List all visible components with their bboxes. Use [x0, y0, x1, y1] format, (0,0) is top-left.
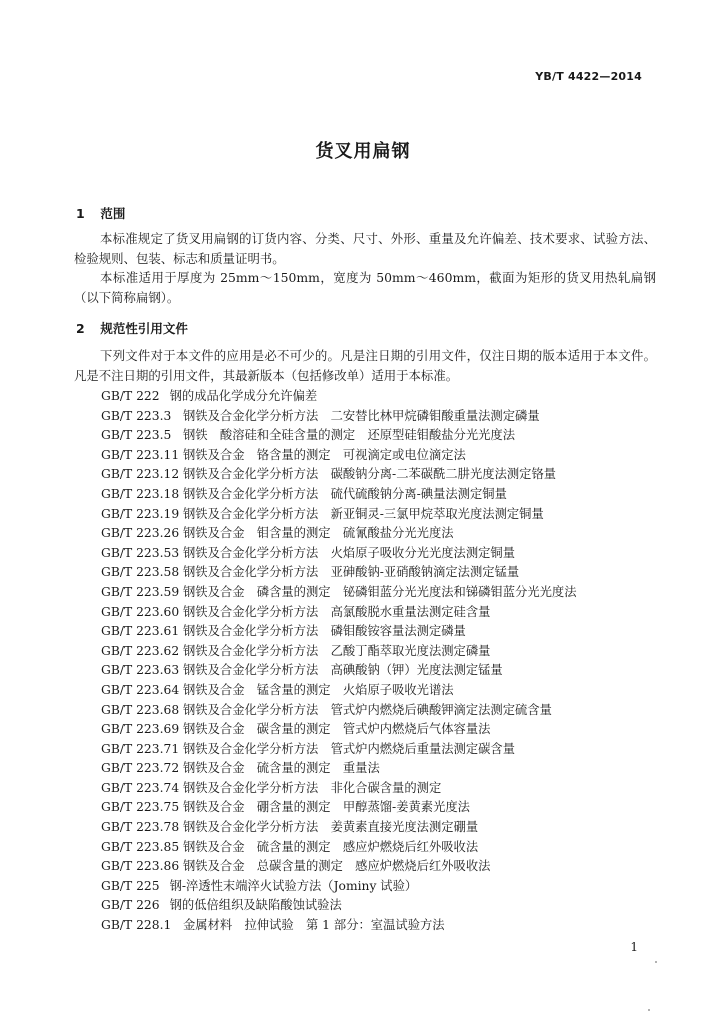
scope-paragraph-1: 本标准规定了货叉用扁钢的订货内容、分类、尺寸、外形、重量及允许偏差、技术要求、试验方法、检验规则、包装、标志和质量证明书。: [74, 231, 656, 266]
reference-title: 钢铁及合金化学分析方法 火焰原子吸收分光光度法测定铜量: [183, 545, 516, 560]
page-number: 1: [630, 940, 638, 954]
reference-title: 钢的低倍组织及缺陷酸蚀试验法: [169, 898, 342, 913]
reference-title: 钢铁及合金 硼含量的测定 甲醇蒸馏-姜黄素光度法: [183, 800, 470, 815]
reference-item: [101, 407, 577, 427]
reference-title: 钢铁及合金 磷含量的测定 铋磷钼蓝分光光度法和锑磷钼蓝分光光度法: [183, 584, 577, 599]
reference-item: [101, 622, 577, 642]
reference-item: [101, 720, 577, 740]
reference-item: [101, 857, 577, 877]
reference-item: [101, 661, 577, 681]
reference-item: [101, 701, 577, 721]
document-title: 货叉用扁钢: [315, 141, 411, 162]
reference-code: GB/T 223.71: [101, 741, 180, 756]
reference-code: GB/T 226: [101, 898, 160, 913]
reference-code: GB/T 223.74: [101, 780, 180, 795]
reference-code: GB/T 223.85: [101, 839, 180, 854]
section-number: 2: [76, 321, 85, 336]
reference-title: 钢铁及合金化学分析方法 亚砷酸钠-亚硝酸钠滴定法测定锰量: [183, 565, 520, 580]
reference-title: 钢铁及合金化学分析方法 高碘酸钠（钾）光度法测定锰量: [183, 663, 503, 678]
reference-item: [101, 896, 577, 916]
reference-code: GB/T 223.68: [101, 702, 180, 717]
reference-title: 钢铁及合金 铬含量的测定 可视滴定或电位滴定法: [183, 447, 466, 462]
references-intro: 下列文件对于本文件的应用是必不可少的。凡是注日期的引用文件，仅注日期的版本适用于本文件。凡是不注日期的引用文件，其最新版本（包括修改单）适用于本标准。: [74, 348, 656, 383]
reference-title: 钢铁及合金化学分析方法 高氯酸脱水重量法测定硅含量: [183, 604, 491, 619]
reference-title: 钢铁 酸溶硅和全硅含量的测定 还原型硅钼酸盐分光光度法: [183, 428, 516, 443]
reference-title: 钢铁及合金 硫含量的测定 感应炉燃烧后红外吸收法: [183, 839, 479, 854]
reference-item: [101, 426, 577, 446]
reference-code: GB/T 223.72: [101, 761, 180, 776]
reference-code: GB/T 223.59: [101, 584, 180, 599]
reference-item: [101, 583, 577, 603]
reference-title: 钢的成品化学成分允许偏差: [169, 389, 318, 403]
reference-code: GB/T 223.3: [101, 408, 172, 423]
reference-code: GB/T 223.11: [101, 447, 180, 462]
reference-item: [101, 563, 577, 583]
scan-speck: [648, 1009, 650, 1011]
scan-speck: [655, 961, 657, 963]
reference-title: 钢铁及合金 总碳含量的测定 感应炉燃烧后红外吸收法: [183, 859, 491, 874]
reference-item: [101, 818, 577, 838]
reference-item: [101, 759, 577, 779]
reference-code: GB/T 228.1: [101, 918, 172, 933]
reference-code: GB/T 225: [101, 878, 160, 893]
reference-code: GB/T 223.5: [101, 428, 172, 443]
reference-item: [101, 877, 577, 897]
standard-code: YB/T 4422—2014: [535, 70, 642, 83]
reference-code: GB/T 223.61: [101, 624, 180, 639]
reference-code: GB/T 223.26: [101, 526, 180, 541]
reference-title: 钢铁及合金化学分析方法 硫代硫酸钠分离-碘量法测定铜量: [183, 486, 507, 501]
reference-list: [101, 387, 577, 936]
reference-item: [101, 485, 577, 505]
reference-item: [101, 544, 577, 564]
reference-item: [101, 916, 577, 936]
reference-title: 钢铁及合金化学分析方法 新亚铜灵-三氯甲烷萃取光度法测定铜量: [183, 506, 544, 521]
section-title: 范围: [100, 206, 126, 221]
reference-code: GB/T 223.62: [101, 643, 180, 658]
reference-title: 钢铁及合金化学分析方法 姜黄素直接光度法测定硼量: [183, 820, 479, 835]
section-number: 1: [76, 206, 85, 221]
reference-item: [101, 524, 577, 544]
section-heading-scope: [76, 204, 125, 222]
reference-item: [101, 603, 577, 623]
reference-code: GB/T 222: [101, 389, 160, 403]
reference-title: 钢铁及合金 锰含量的测定 火焰原子吸收光谱法: [183, 682, 454, 697]
reference-item: [101, 446, 577, 466]
reference-code: GB/T 223.53: [101, 545, 180, 560]
reference-code: GB/T 223.75: [101, 800, 180, 815]
section-title: 规范性引用文件: [100, 321, 188, 336]
reference-title: 钢铁及合金化学分析方法 管式炉内燃烧后碘酸钾滴定法测定硫含量: [183, 702, 552, 717]
reference-item: [101, 681, 577, 701]
reference-title: 金属材料 拉伸试验 第 1 部分：室温试验方法: [183, 918, 445, 933]
reference-item: [101, 387, 577, 407]
reference-item: [101, 740, 577, 760]
reference-item: [101, 779, 577, 799]
reference-code: GB/T 223.86: [101, 859, 180, 874]
reference-title: 钢铁及合金 钼含量的测定 硫氰酸盐分光光度法: [183, 526, 454, 541]
reference-item: [101, 798, 577, 818]
reference-item: [101, 838, 577, 858]
reference-title: 钢铁及合金化学分析方法 二安替比林甲烷磷钼酸重量法测定磷量: [183, 408, 540, 423]
section-heading-references: [76, 319, 188, 337]
scope-paragraph-2: 本标准适用于厚度为 25mm～150mm，宽度为 50mm～460mm，截面为矩形的货叉用热轧扁钢（以下简称扁钢）。: [74, 270, 656, 305]
reference-code: GB/T 223.18: [101, 486, 180, 501]
reference-code: GB/T 223.19: [101, 506, 180, 521]
reference-code: GB/T 223.69: [101, 722, 180, 737]
reference-title: 钢-淬透性末端淬火试验方法（Jominy 试验）: [169, 878, 418, 893]
reference-title: 钢铁及合金化学分析方法 乙酸丁酯萃取光度法测定磷量: [183, 643, 491, 658]
reference-title: 钢铁及合金 碳含量的测定 管式炉内燃烧后气体容量法: [183, 722, 491, 737]
reference-title: 钢铁及合金化学分析方法 磷钼酸铵容量法测定磷量: [183, 624, 466, 639]
reference-item: [101, 642, 577, 662]
reference-title: 钢铁及合金化学分析方法 管式炉内燃烧后重量法测定碳含量: [183, 741, 516, 756]
reference-title: 钢铁及合金化学分析方法 非化合碳含量的测定: [183, 780, 442, 795]
reference-code: GB/T 223.63: [101, 663, 180, 678]
reference-item: [101, 465, 577, 485]
reference-code: GB/T 223.12: [101, 467, 180, 482]
reference-code: GB/T 223.78: [101, 820, 180, 835]
reference-title: 钢铁及合金 硫含量的测定 重量法: [183, 761, 380, 776]
reference-code: GB/T 223.58: [101, 565, 180, 580]
reference-code: GB/T 223.60: [101, 604, 180, 619]
reference-code: GB/T 223.64: [101, 682, 180, 697]
reference-title: 钢铁及合金化学分析方法 碳酸钠分离-二苯碳酰二肼光度法测定铬量: [183, 467, 557, 482]
reference-item: [101, 505, 577, 525]
